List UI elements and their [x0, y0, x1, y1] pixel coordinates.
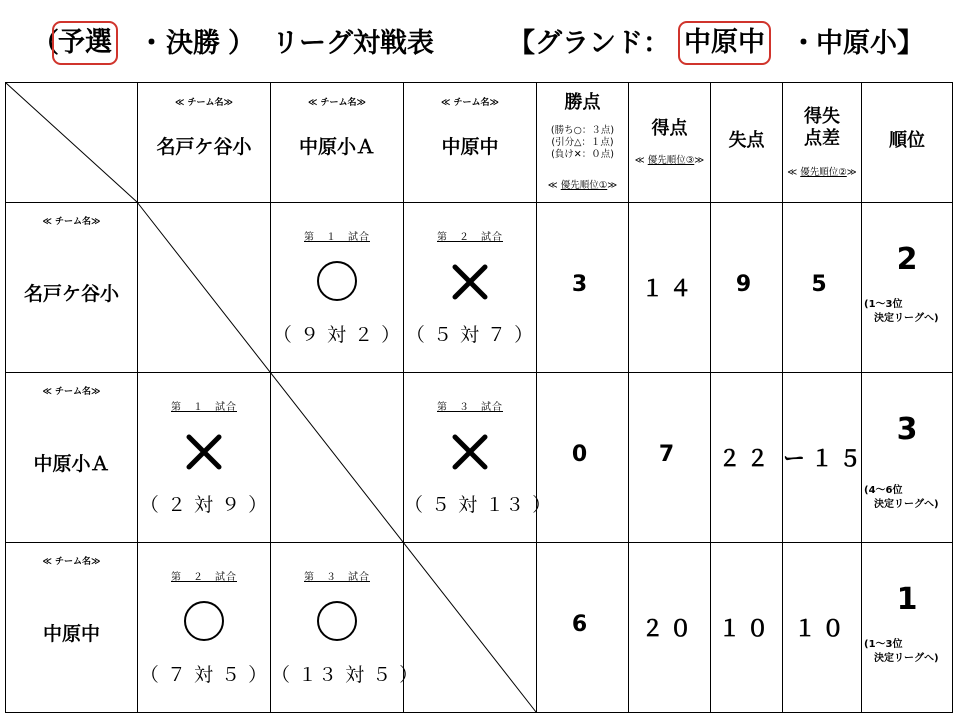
match-label: 第 １ 試合: [304, 232, 370, 243]
title-ground-other: 中原小】: [816, 28, 924, 59]
title-ground-label: 【グランド：: [508, 28, 670, 59]
loss-cross-icon: [404, 263, 536, 305]
title-ground-selected: 中原中: [678, 21, 771, 65]
col-team-name: 中原中: [441, 136, 499, 158]
col-team-name: 名戸ケ谷小: [156, 136, 252, 158]
points-rule-draw: (引分△：１点): [551, 137, 614, 148]
win-circle-icon: [138, 601, 270, 645]
rank-note: (1～3位 決定リーグへ): [864, 299, 939, 324]
match-label: 第 ３ 試合: [304, 572, 370, 583]
diff-priority: ≪ 優先順位②≫: [787, 167, 857, 178]
match-score: （ ９ 対 ２ ）: [272, 324, 402, 346]
scored-header: 得点: [651, 118, 688, 139]
rank-value: 2: [896, 242, 918, 277]
diff-header-line1: 得失: [804, 106, 840, 127]
diff-value: ー１５: [783, 447, 868, 472]
scored-value: １４: [641, 277, 698, 302]
loss-cross-icon: [404, 433, 536, 475]
conceded-value: １０: [718, 617, 775, 642]
match-score: （ ７ 対 ５ ）: [139, 664, 269, 686]
row-team-label: ≪ チーム名≫: [42, 387, 101, 397]
team-label: ≪ チーム名≫: [308, 98, 366, 108]
match-score: （ ５ 対 １３ ）: [404, 494, 553, 516]
points-rule-win: (勝ち○：３点): [550, 125, 615, 136]
page-title: [0, 22, 960, 66]
conceded-value: ２２: [718, 447, 775, 472]
title-open-paren: （: [32, 28, 59, 59]
points-rule-loss: (負け✕：０点): [551, 149, 614, 160]
points-value: 6: [571, 612, 594, 637]
loss-cross-icon: [138, 433, 270, 475]
team-label: ≪ チーム名≫: [175, 98, 233, 108]
row-team-label: ≪ チーム名≫: [42, 557, 101, 567]
rank-header: 順位: [889, 130, 925, 151]
rank-note: (1～3位 決定リーグへ): [864, 639, 939, 664]
row-team-name: 名戸ケ谷小: [23, 283, 119, 305]
row-team-name: 中原中: [42, 623, 100, 645]
col-team-name: 中原小Ａ: [298, 136, 375, 158]
title-close-paren: ）: [228, 28, 255, 59]
scored-priority: ≪ 優先順位③≫: [634, 155, 705, 166]
row-team-name: 中原小Ａ: [33, 453, 110, 475]
corner-diagonal: [6, 83, 137, 202]
win-circle-icon: [271, 601, 403, 645]
points-header: 勝点: [564, 92, 601, 113]
title-dot2: ・: [790, 28, 817, 59]
points-priority: ≪ 優先順位①≫: [547, 180, 618, 191]
scored-value: ２０: [641, 617, 698, 642]
points-value: 3: [571, 272, 594, 297]
title-league: リーグ対戦表: [272, 28, 434, 59]
match-score: （ ２ 対 ９ ）: [139, 494, 269, 516]
conceded-value: 9: [735, 272, 758, 297]
rank-note: (4～6位 決定リーグへ): [864, 485, 939, 510]
points-value: 0: [571, 442, 594, 467]
rank-value: 1: [896, 582, 918, 617]
rank-value: 3: [896, 412, 918, 447]
match-label: 第 １ 試合: [171, 402, 237, 413]
match-score: （ １３ 対 ５ ）: [271, 664, 420, 686]
match-label: 第 ２ 試合: [171, 572, 237, 583]
row-team-label: ≪ チーム名≫: [42, 217, 101, 227]
conceded-header: 失点: [728, 130, 765, 151]
match-score: （ ５ 対 ７ ）: [405, 324, 535, 346]
diff-value: １０: [793, 617, 850, 642]
title-kessho: 決勝: [166, 28, 220, 59]
match-label: 第 ２ 試合: [437, 232, 503, 243]
title-dot: ・: [138, 28, 165, 59]
diff-value: 5: [811, 272, 833, 297]
diff-header-line2: 点差: [804, 128, 840, 149]
scored-value: 7: [658, 442, 681, 467]
team-label: ≪ チーム名≫: [441, 98, 499, 108]
match-label: 第 ３ 試合: [437, 402, 503, 413]
title-yosen-selected: 予選: [52, 21, 118, 65]
win-circle-icon: [271, 261, 403, 305]
